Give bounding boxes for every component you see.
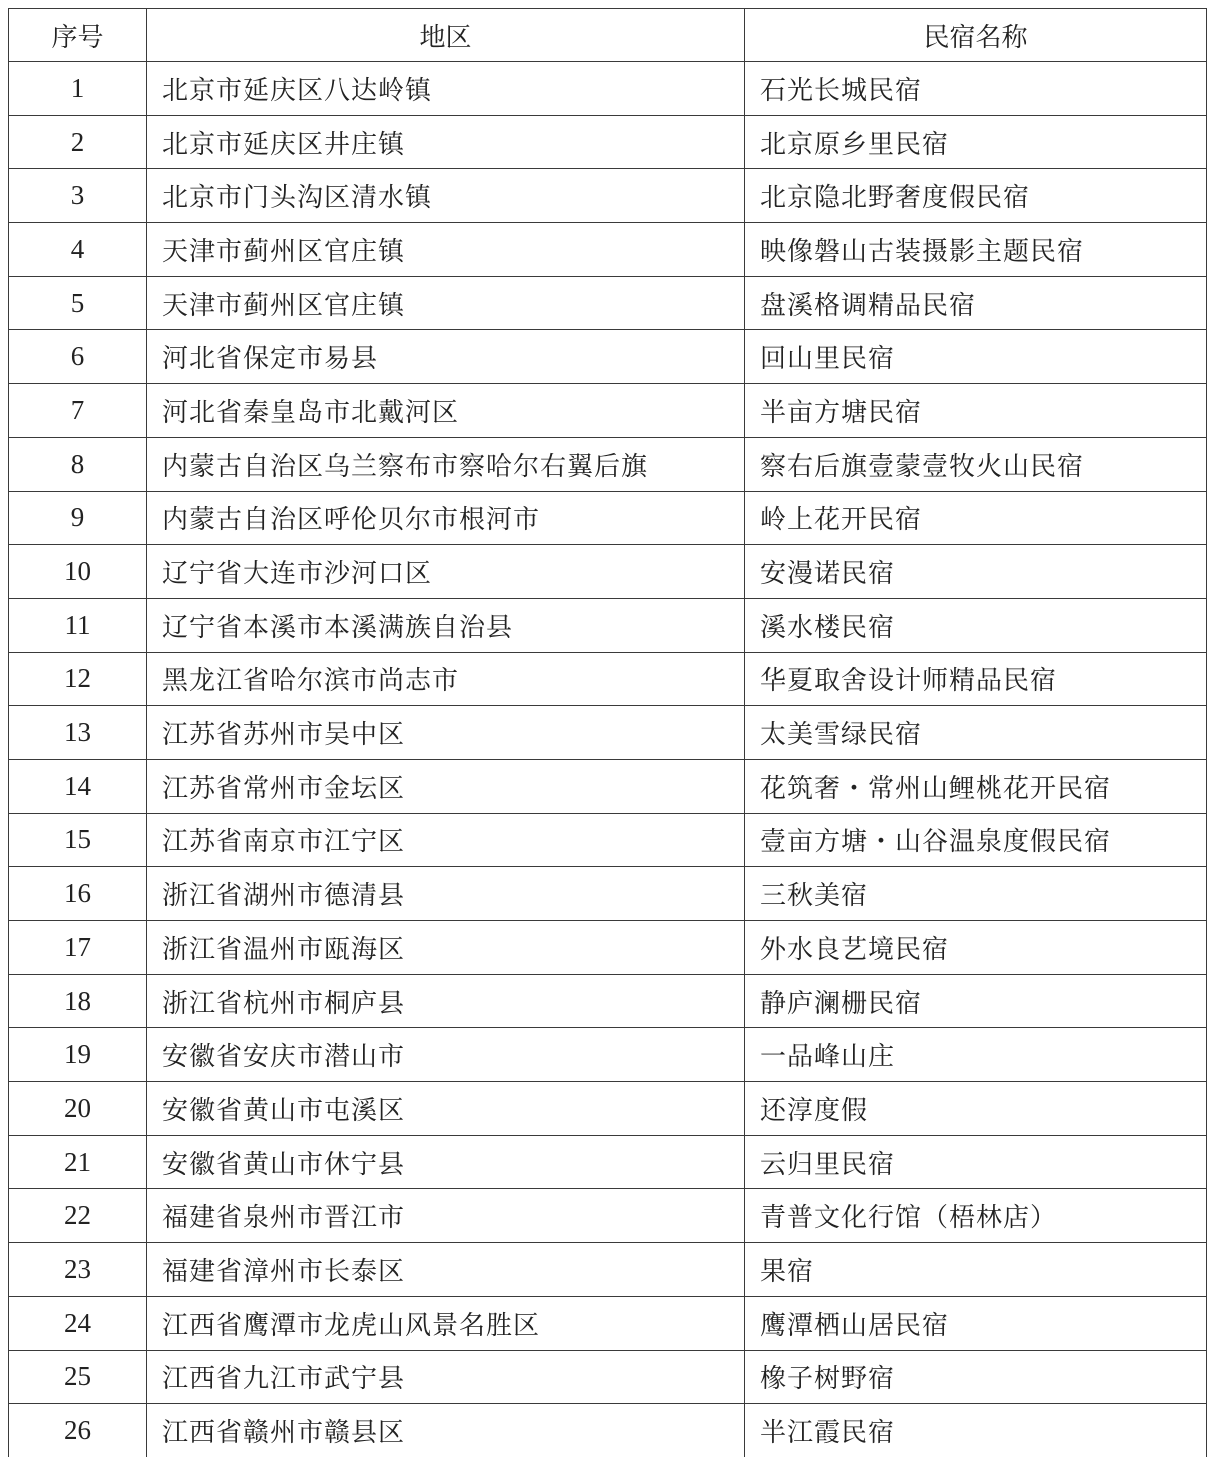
row-homestay-name: 果宿 [745, 1243, 1207, 1297]
row-number: 11 [9, 598, 147, 652]
row-region: 内蒙古自治区乌兰察布市察哈尔右翼后旗 [147, 437, 745, 491]
row-region: 浙江省湖州市德清县 [147, 867, 745, 921]
row-homestay-name: 北京隐北野奢度假民宿 [745, 169, 1207, 223]
row-number: 18 [9, 974, 147, 1028]
table-row [9, 706, 1207, 760]
row-number: 2 [9, 115, 147, 169]
row-region: 安徽省黄山市休宁县 [147, 1135, 745, 1189]
row-number: 10 [9, 545, 147, 599]
row-region: 福建省漳州市长泰区 [147, 1243, 745, 1297]
row-homestay-name: 北京原乡里民宿 [745, 115, 1207, 169]
row-number: 6 [9, 330, 147, 384]
row-region: 江西省赣州市赣县区 [147, 1404, 745, 1457]
row-region: 辽宁省大连市沙河口区 [147, 545, 745, 599]
row-homestay-name: 青普文化行馆（梧林店） [745, 1189, 1207, 1243]
row-region: 河北省保定市易县 [147, 330, 745, 384]
row-number: 13 [9, 706, 147, 760]
table-row [9, 759, 1207, 813]
row-region: 浙江省杭州市桐庐县 [147, 974, 745, 1028]
table-body [9, 62, 1207, 1457]
row-homestay-name: 橡子树野宿 [745, 1350, 1207, 1404]
row-homestay-name: 太美雪绿民宿 [745, 706, 1207, 760]
row-region: 北京市延庆区井庄镇 [147, 115, 745, 169]
row-homestay-name: 云归里民宿 [745, 1135, 1207, 1189]
table-row [9, 1350, 1207, 1404]
homestay-table [8, 8, 1207, 1457]
row-number: 24 [9, 1296, 147, 1350]
table-row [9, 1135, 1207, 1189]
row-region: 江苏省苏州市吴中区 [147, 706, 745, 760]
row-number: 23 [9, 1243, 147, 1297]
row-homestay-name: 三秋美宿 [745, 867, 1207, 921]
row-number: 25 [9, 1350, 147, 1404]
row-region: 天津市蓟州区官庄镇 [147, 223, 745, 277]
row-homestay-name: 回山里民宿 [745, 330, 1207, 384]
row-region: 内蒙古自治区呼伦贝尔市根河市 [147, 491, 745, 545]
row-number: 12 [9, 652, 147, 706]
row-homestay-name: 察右后旗壹蒙壹牧火山民宿 [745, 437, 1207, 491]
row-region: 安徽省黄山市屯溪区 [147, 1082, 745, 1136]
row-region: 北京市门头沟区清水镇 [147, 169, 745, 223]
row-homestay-name: 花筑奢・常州山鲤桃花开民宿 [745, 759, 1207, 813]
row-homestay-name: 壹亩方塘・山谷温泉度假民宿 [745, 813, 1207, 867]
row-region: 北京市延庆区八达岭镇 [147, 62, 745, 116]
table-row [9, 437, 1207, 491]
row-number: 16 [9, 867, 147, 921]
row-homestay-name: 鹰潭栖山居民宿 [745, 1296, 1207, 1350]
table-row [9, 598, 1207, 652]
table-row [9, 384, 1207, 438]
table-row [9, 652, 1207, 706]
row-homestay-name: 还淳度假 [745, 1082, 1207, 1136]
table-row [9, 867, 1207, 921]
table-row [9, 1189, 1207, 1243]
table-row [9, 1404, 1207, 1457]
table-row [9, 545, 1207, 599]
table-row [9, 1296, 1207, 1350]
row-number: 5 [9, 276, 147, 330]
row-homestay-name: 华夏取舍设计师精品民宿 [745, 652, 1207, 706]
table-row [9, 223, 1207, 277]
table-row [9, 1243, 1207, 1297]
row-homestay-name: 盘溪格调精品民宿 [745, 276, 1207, 330]
table-header-row [9, 9, 1207, 62]
row-region: 天津市蓟州区官庄镇 [147, 276, 745, 330]
row-number: 8 [9, 437, 147, 491]
row-homestay-name: 半江霞民宿 [745, 1404, 1207, 1457]
header-region: 地区 [147, 9, 745, 62]
row-homestay-name: 溪水楼民宿 [745, 598, 1207, 652]
row-number: 17 [9, 921, 147, 975]
table-row [9, 491, 1207, 545]
row-homestay-name: 一品峰山庄 [745, 1028, 1207, 1082]
row-number: 20 [9, 1082, 147, 1136]
row-region: 福建省泉州市晋江市 [147, 1189, 745, 1243]
row-region: 安徽省安庆市潜山市 [147, 1028, 745, 1082]
row-number: 19 [9, 1028, 147, 1082]
table-row [9, 974, 1207, 1028]
row-number: 26 [9, 1404, 147, 1457]
row-number: 3 [9, 169, 147, 223]
table-row [9, 1028, 1207, 1082]
table-row [9, 1082, 1207, 1136]
table-row [9, 169, 1207, 223]
row-homestay-name: 外水良艺境民宿 [745, 921, 1207, 975]
row-number: 15 [9, 813, 147, 867]
table-row [9, 813, 1207, 867]
header-name: 民宿名称 [745, 9, 1207, 62]
row-region: 浙江省温州市瓯海区 [147, 921, 745, 975]
row-homestay-name: 映像磐山古装摄影主题民宿 [745, 223, 1207, 277]
row-region: 江苏省常州市金坛区 [147, 759, 745, 813]
table-row [9, 62, 1207, 116]
table-row [9, 276, 1207, 330]
row-homestay-name: 岭上花开民宿 [745, 491, 1207, 545]
row-homestay-name: 石光长城民宿 [745, 62, 1207, 116]
homestay-table-container [8, 8, 1206, 1457]
row-number: 1 [9, 62, 147, 116]
row-number: 21 [9, 1135, 147, 1189]
table-row [9, 921, 1207, 975]
row-homestay-name: 半亩方塘民宿 [745, 384, 1207, 438]
row-homestay-name: 安漫诺民宿 [745, 545, 1207, 599]
row-region: 河北省秦皇岛市北戴河区 [147, 384, 745, 438]
row-number: 7 [9, 384, 147, 438]
row-region: 辽宁省本溪市本溪满族自治县 [147, 598, 745, 652]
row-number: 22 [9, 1189, 147, 1243]
row-number: 9 [9, 491, 147, 545]
row-number: 4 [9, 223, 147, 277]
table-row [9, 330, 1207, 384]
row-region: 江西省鹰潭市龙虎山风景名胜区 [147, 1296, 745, 1350]
row-number: 14 [9, 759, 147, 813]
row-region: 江苏省南京市江宁区 [147, 813, 745, 867]
row-region: 黑龙江省哈尔滨市尚志市 [147, 652, 745, 706]
row-homestay-name: 静庐澜栅民宿 [745, 974, 1207, 1028]
table-row [9, 115, 1207, 169]
row-region: 江西省九江市武宁县 [147, 1350, 745, 1404]
header-no: 序号 [9, 9, 147, 62]
